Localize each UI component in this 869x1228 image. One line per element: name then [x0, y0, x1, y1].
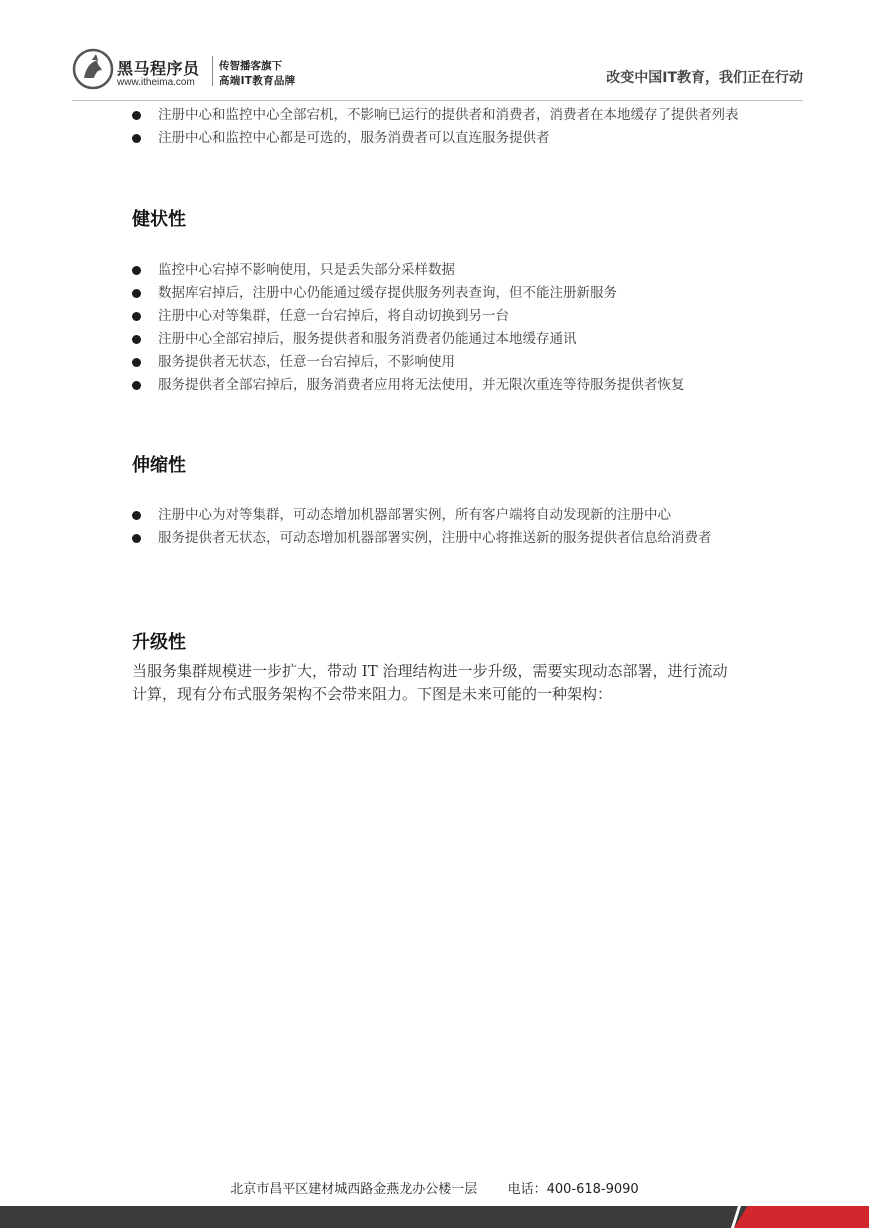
page-header	[0, 0, 869, 100]
robustness-bullet-list	[132, 259, 742, 397]
list-item: 注册中心对等集群，任意一台宕掉后，将自动切换到另一台	[132, 305, 742, 328]
list-item: 监控中心宕掉不影响使用，只是丢失部分采样数据	[132, 259, 742, 282]
horse-logo-icon	[72, 48, 114, 90]
footer-contact	[0, 1178, 869, 1197]
bullet-icon	[132, 381, 141, 390]
list-item: 服务提供者无状态，任意一台宕掉后，不影响使用	[132, 351, 742, 374]
bullet-icon	[132, 534, 141, 543]
brand-name: 黑马程序员	[117, 59, 200, 78]
header-divider	[72, 100, 803, 101]
header-motto: 改变中国IT教育，我们正在行动	[606, 70, 803, 86]
list-item: 注册中心为对等集群，可动态增加机器部署实例，所有客户端将自动发现新的注册中心	[132, 504, 742, 527]
section-heading-upgradability: 升级性	[132, 632, 186, 653]
bullet-icon	[132, 312, 141, 321]
bullet-icon	[132, 358, 141, 367]
bullet-icon	[132, 134, 141, 143]
brand-slogan-line1: 传智播客旗下	[219, 60, 282, 72]
section-heading-robustness: 健状性	[132, 209, 186, 230]
bullet-icon	[132, 511, 141, 520]
section-heading-scalability: 伸缩性	[132, 455, 186, 476]
bullet-icon	[132, 111, 141, 120]
list-item: 服务提供者无状态，可动态增加机器部署实例，注册中心将推送新的服务提供者信息给消费者	[132, 527, 742, 550]
bullet-icon	[132, 266, 141, 275]
footer-phone: 电话：400-618-9090	[507, 1182, 639, 1197]
intro-bullet-list	[132, 104, 742, 150]
footer-address: 北京市昌平区建材城西路金燕龙办公楼一层	[230, 1182, 478, 1197]
bullet-icon	[132, 335, 141, 344]
list-item: 服务提供者全部宕掉后，服务消费者应用将无法使用，并无限次重连等待服务提供者恢复	[132, 374, 742, 397]
list-item: 注册中心和监控中心都是可选的，服务消费者可以直连服务提供者	[132, 127, 742, 150]
upgradability-paragraph: 当服务集群规模进一步扩大，带动 IT 治理结构进一步升级，需要实现动态部署，进行流动计算，现有分布式服务架构不会带来阻力。下图是未来可能的一种架构：	[132, 662, 728, 703]
brand-slogan-line2: 高端IT教育品牌	[219, 75, 296, 87]
brand-url: www.itheima.com	[117, 77, 195, 88]
list-item: 注册中心和监控中心全部宕机，不影响已运行的提供者和消费者，消费者在本地缓存了提供者列表	[132, 104, 742, 127]
bullet-icon	[132, 289, 141, 298]
brand-divider	[212, 56, 213, 86]
list-item: 注册中心全部宕掉后，服务提供者和服务消费者仍能通过本地缓存通讯	[132, 328, 742, 351]
scalability-bullet-list	[132, 504, 742, 550]
list-item: 数据库宕掉后，注册中心仍能通过缓存提供服务列表查询，但不能注册新服务	[132, 282, 742, 305]
footer-accent-stripe	[734, 1206, 869, 1228]
